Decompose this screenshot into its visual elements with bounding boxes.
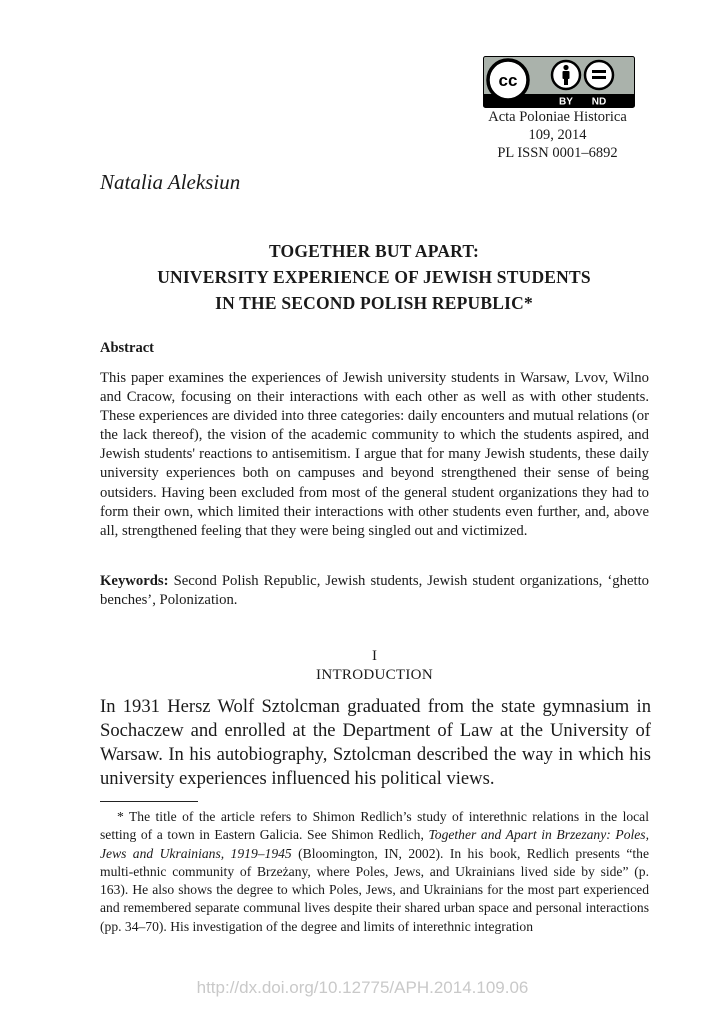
footnote-text-1: * The title of the article refers to Shimon Redlich’s study of interethnic relations in the local setting of a town in Eastern Galicia. See Shimon Redlich,: [100, 809, 649, 843]
journal-volume-year: 109, 2014: [528, 127, 587, 143]
section-title: INTRODUCTION: [316, 667, 433, 683]
doi-link[interactable]: http://dx.doi.org/10.12775/APH.2014.109.06: [196, 978, 529, 997]
footnote-divider: [100, 801, 198, 802]
title-line-1: TOGETHER BUT APART:: [269, 241, 479, 261]
article-title: [100, 238, 648, 316]
journal-name: Acta Poloniae Historica: [488, 109, 627, 125]
footnote-book-title: Together and Apart in Brzezany: Poles, Jews and Ukrainians, 1919–1945: [100, 827, 649, 861]
by-text: BY: [559, 96, 573, 108]
keywords: [100, 572, 649, 610]
nd-text: ND: [591, 96, 607, 108]
by-attribution-icon: [552, 61, 580, 89]
abstract-heading: Abstract: [100, 340, 154, 356]
cc-license-badge: [483, 56, 635, 108]
keywords-text: Second Polish Republic, Jewish students, Jewish student organizations, ‘ghetto benches’, Polonization.: [100, 573, 649, 609]
abstract-text: This paper examines the experiences of Jewish university students in Warsaw, Lvov, Wilno and Cracow, focusing on their interactions with each other as well as with other students. These experiences are divided into three categories: daily encounters and mutual relations (or the lack thereof), the vision of the academic community to which the students aspired, and Jewish students' reactions to antisemitism. I argue that for many Jewish students, these daily university experiences both on campuses and beyond strengthened their sense of being outsiders. Having been excluded from most of the general student organizations they had to form their own, which limited their interactions with other students even further, and, above all, strengthened feeling that they were being singled out and victimized.: [100, 370, 649, 539]
footnote-text-2: (Bloomington, IN, 2002). In his book, Redlich presents “the multi-ethnic community of Brzeżany, where Poles, Jews, and Ukrainians lived side by side” (p. 163). He also shows the degree to which Poles, Jews, and Ukrainians for the most part experienced and remembered separate communal lives despite their shared urban space and personal interactions (pp. 34–70). His investigation of the degree and limits of interethnic integration: [100, 845, 649, 934]
title-line-2: UNIVERSITY EXPERIENCE OF JEWISH STUDENTS: [157, 267, 591, 287]
footnote: [100, 808, 649, 936]
title-line-3: IN THE SECOND POLISH REPUBLIC*: [215, 293, 533, 313]
section-number: I: [372, 648, 377, 664]
no-derivatives-icon: [585, 61, 613, 89]
body-paragraph: In 1931 Hersz Wolf Sztolcman graduated from the state gymnasium in Sochaczew and enrolled at the Department of Law at the University of Warsaw. In his autobiography, Sztolcman described the way in which his university experiences influenced his political views.: [100, 696, 651, 789]
cc-text: cc: [498, 71, 518, 90]
journal-info: [470, 108, 645, 162]
keywords-label: Keywords:: [100, 573, 169, 589]
journal-issn: PL ISSN 0001–6892: [497, 145, 618, 161]
author-name: Natalia Aleksiun: [100, 170, 241, 194]
